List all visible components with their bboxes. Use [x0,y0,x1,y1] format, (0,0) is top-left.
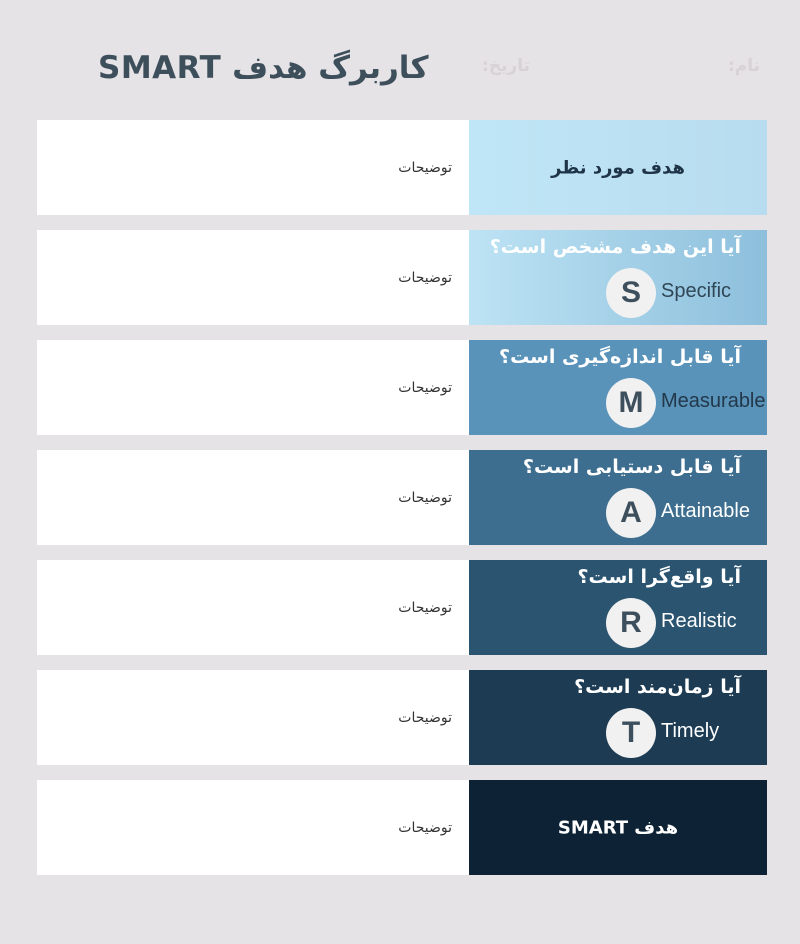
realistic-row [37,560,767,655]
goal-title: هدف مورد نظر [551,157,685,178]
timely-panel [469,670,767,765]
timely-row [37,670,767,765]
measurable-row [37,340,767,435]
timely-notes-field[interactable] [37,670,469,765]
measurable-question: آیا قابل اندازه‌گیری است؟ [499,346,741,368]
realistic-word: Realistic [661,610,737,632]
page-title: کاربرگ هدف SMART [98,50,429,86]
notes-label: توضیحات [398,819,452,836]
goal-row [37,120,767,215]
worksheet-header [0,0,800,110]
letter-badge-m: M [606,378,656,428]
name-label: نام: [728,56,761,76]
smart-goal-panel [469,780,767,875]
measurable-notes-field[interactable] [37,340,469,435]
measurable-panel [469,340,767,435]
specific-question: آیا این هدف مشخص است؟ [489,236,741,258]
specific-word: Specific [661,280,732,302]
letter-badge-t: T [606,708,656,758]
specific-panel [469,230,767,325]
attainable-row [37,450,767,545]
letter-badge-s: S [606,268,656,318]
attainable-notes-field[interactable] [37,450,469,545]
timely-word: Timely [661,720,720,742]
smart-goal-title: هدف SMART [557,817,679,838]
measurable-word: Measurable [661,390,766,412]
letter-badge-a: A [606,488,656,538]
smart-goal-row [37,780,767,875]
letter-badge-r: R [606,598,656,648]
realistic-notes-field[interactable] [37,560,469,655]
smart-goal-notes-field[interactable] [37,780,469,875]
notes-label: توضیحات [398,599,452,616]
goal-notes-field[interactable] [37,120,469,215]
notes-label: توضیحات [398,269,452,286]
goal-panel [469,120,767,215]
date-label: تاریخ: [482,56,530,76]
realistic-question: آیا واقع‌گرا است؟ [577,566,741,588]
realistic-panel [469,560,767,655]
attainable-word: Attainable [661,500,750,522]
attainable-question: آیا قابل دستیابی است؟ [522,456,741,478]
notes-label: توضیحات [398,489,452,506]
timely-question: آیا زمان‌مند است؟ [574,676,741,698]
attainable-panel [469,450,767,545]
notes-label: توضیحات [398,159,452,176]
specific-notes-field[interactable] [37,230,469,325]
specific-row [37,230,767,325]
notes-label: توضیحات [398,709,452,726]
notes-label: توضیحات [398,379,452,396]
